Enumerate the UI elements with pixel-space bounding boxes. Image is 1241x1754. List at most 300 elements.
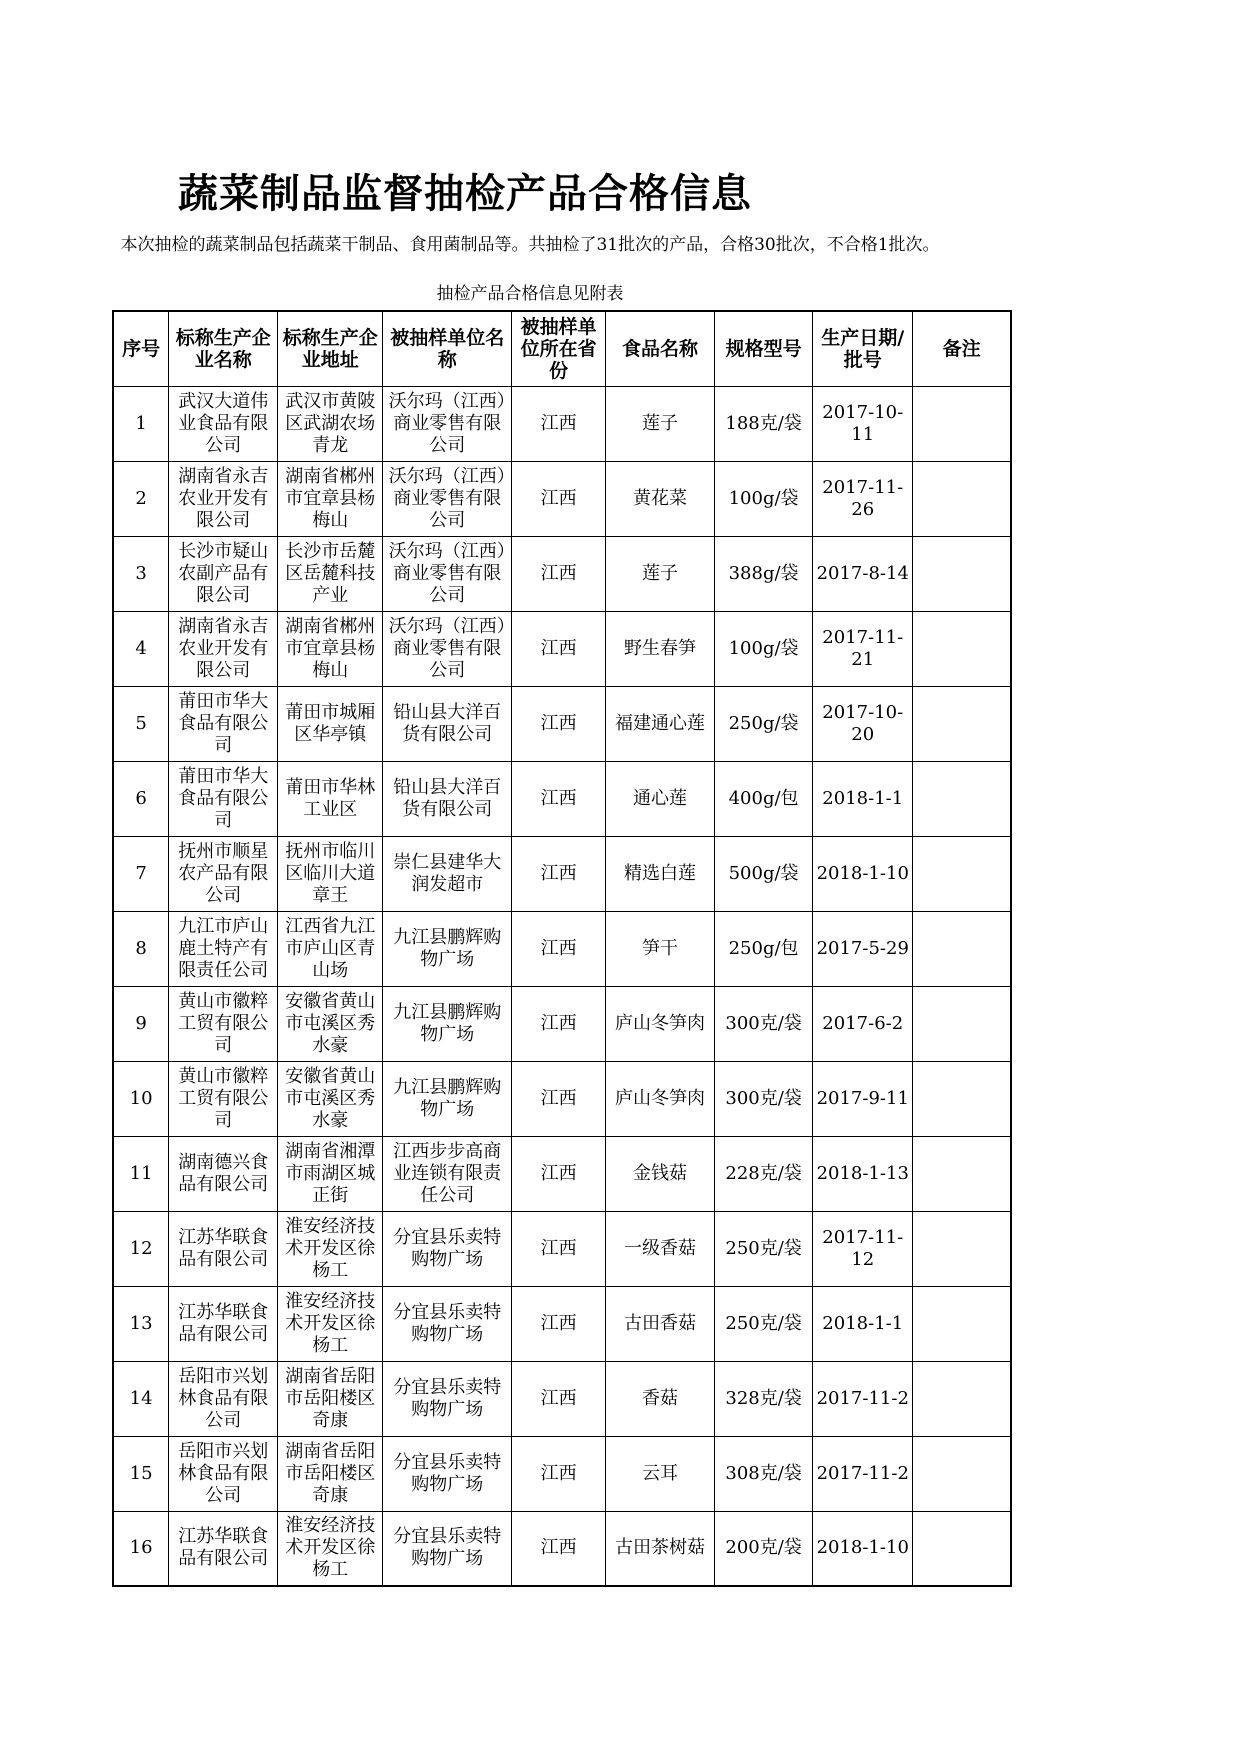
header-manufacturer-address: 标称生产企业地址 [278, 311, 383, 386]
cell-remarks [913, 1061, 1011, 1136]
header-food-name: 食品名称 [605, 311, 714, 386]
cell-food-name-text: 古田茶树菇 [614, 1537, 705, 1559]
cell-manufacturer-address [278, 836, 383, 911]
cell-serial-no-text: 2 [135, 487, 147, 509]
cell-serial-no [113, 386, 169, 461]
cell-sampled-unit-text: 崇仁县建华大润发超市 [393, 851, 502, 895]
cell-sampled-province-text: 江西 [540, 412, 577, 434]
cell-food-name-text: 笋干 [641, 937, 678, 959]
cell-sampled-unit [383, 1061, 512, 1136]
cell-production-date [813, 1361, 913, 1436]
cell-food-name-text: 莲子 [641, 412, 678, 434]
cell-production-date-text: 2017-6-2 [822, 1012, 904, 1034]
cell-manufacturer-address-text: 淮安经济技术开发区徐杨工 [285, 1290, 376, 1356]
cell-serial-no-text: 6 [135, 787, 147, 809]
cell-manufacturer-name-text: 湖南省永吉农业开发有限公司 [178, 465, 269, 531]
cell-sampled-unit-text: 九江县鹏辉购物广场 [393, 926, 502, 970]
cell-spec-text: 250克/袋 [725, 1312, 802, 1334]
intro-paragraph: 本次抽检的蔬菜制品包括蔬菜干制品、食用菌制品等。共抽检了31批次的产品，合格30批次，不合格1批次。 [120, 235, 940, 255]
cell-sampled-unit-text: 分宜县乐卖特购物广场 [393, 1226, 502, 1270]
cell-serial-no-text: 8 [135, 937, 147, 959]
cell-spec-text: 388g/袋 [728, 562, 799, 584]
cell-sampled-unit [383, 1511, 512, 1586]
cell-manufacturer-name-text: 莆田市华大食品有限公司 [178, 690, 269, 756]
cell-manufacturer-name [169, 1061, 278, 1136]
cell-sampled-province [512, 986, 606, 1061]
cell-production-date-text: 2018-1-10 [816, 1537, 909, 1559]
table-row [113, 461, 1011, 536]
cell-remarks [913, 386, 1011, 461]
header-production-date: 生产日期/批号 [813, 311, 913, 386]
cell-food-name [605, 986, 714, 1061]
cell-production-date-text: 2017-11-2 [816, 1387, 909, 1409]
cell-manufacturer-address-text: 抚州市临川区临川大道章王 [285, 840, 376, 906]
cell-food-name [605, 536, 714, 611]
cell-food-name-text: 庐山冬笋肉 [614, 1012, 705, 1034]
cell-serial-no [113, 836, 169, 911]
cell-sampled-unit [383, 836, 512, 911]
cell-remarks [913, 1211, 1011, 1286]
table-row [113, 1136, 1011, 1211]
cell-production-date [813, 761, 913, 836]
cell-sampled-province [512, 911, 606, 986]
cell-food-name [605, 836, 714, 911]
cell-manufacturer-address-text: 湖南省郴州市宜章县杨梅山 [285, 615, 376, 681]
cell-food-name [605, 1211, 714, 1286]
cell-spec-text: 308克/袋 [725, 1462, 802, 1484]
cell-manufacturer-name-text: 莆田市华大食品有限公司 [178, 765, 269, 831]
cell-food-name-text: 福建通心莲 [614, 712, 705, 734]
header-sampled-province: 被抽样单位所在省份 [512, 311, 606, 386]
cell-serial-no [113, 1136, 169, 1211]
cell-production-date-text: 2018-1-1 [822, 1312, 904, 1334]
cell-remarks [913, 1436, 1011, 1511]
cell-manufacturer-name-text: 湖南省永吉农业开发有限公司 [178, 615, 269, 681]
cell-serial-no [113, 1361, 169, 1436]
cell-spec [715, 1511, 813, 1586]
cell-sampled-unit [383, 536, 512, 611]
cell-spec [715, 536, 813, 611]
cell-sampled-province-text: 江西 [540, 1537, 577, 1559]
cell-serial-no [113, 611, 169, 686]
cell-serial-no-text: 1 [135, 412, 147, 434]
cell-spec-text: 100g/袋 [728, 487, 799, 509]
header-sampled-unit: 被抽样单位名称 [383, 311, 512, 386]
cell-sampled-unit-text: 铅山县大洋百货有限公司 [393, 776, 502, 820]
cell-sampled-province [512, 536, 606, 611]
cell-manufacturer-name [169, 536, 278, 611]
cell-spec [715, 611, 813, 686]
cell-manufacturer-name [169, 686, 278, 761]
cell-spec-text: 500g/袋 [728, 862, 799, 884]
cell-serial-no-text: 4 [135, 637, 147, 659]
cell-sampled-province [512, 611, 606, 686]
cell-sampled-unit-text: 沃尔玛（江西）商业零售有限公司 [388, 390, 506, 456]
cell-manufacturer-address-text: 长沙市岳麓区岳麓科技产业 [285, 540, 376, 606]
cell-sampled-unit-text: 沃尔玛（江西）商业零售有限公司 [388, 615, 506, 681]
table-row [113, 911, 1011, 986]
cell-food-name [605, 1511, 714, 1586]
cell-manufacturer-name-text: 抚州市顺星农产品有限公司 [178, 840, 269, 906]
cell-sampled-unit-text: 沃尔玛（江西）商业零售有限公司 [388, 540, 506, 606]
cell-manufacturer-address-text: 莆田市华林工业区 [285, 776, 376, 820]
cell-sampled-unit-text: 江西步步高商业连锁有限责任公司 [393, 1140, 502, 1206]
table-row [113, 1061, 1011, 1136]
cell-manufacturer-address [278, 1436, 383, 1511]
cell-sampled-province-text: 江西 [540, 1012, 577, 1034]
cell-production-date [813, 1511, 913, 1586]
cell-spec [715, 461, 813, 536]
cell-serial-no-text: 7 [135, 862, 147, 884]
table-row [113, 1286, 1011, 1361]
cell-manufacturer-address [278, 686, 383, 761]
cell-production-date-text: 2018-1-10 [816, 862, 909, 884]
cell-sampled-province [512, 1436, 606, 1511]
cell-serial-no [113, 1061, 169, 1136]
cell-sampled-province-text: 江西 [540, 1387, 577, 1409]
cell-manufacturer-name-text: 黄山市徽粹工贸有限公司 [178, 990, 269, 1056]
cell-manufacturer-address-text: 湖南省郴州市宜章县杨梅山 [285, 465, 376, 531]
cell-sampled-province-text: 江西 [540, 1087, 577, 1109]
cell-serial-no-text: 5 [135, 712, 147, 734]
cell-sampled-province-text: 江西 [540, 1237, 577, 1259]
cell-remarks [913, 1511, 1011, 1586]
cell-sampled-province [512, 1211, 606, 1286]
cell-manufacturer-address-text: 湖南省岳阳市岳阳楼区奇康 [285, 1440, 376, 1506]
cell-manufacturer-name-text: 岳阳市兴划林食品有限公司 [178, 1440, 269, 1506]
cell-food-name [605, 1136, 714, 1211]
cell-remarks [913, 536, 1011, 611]
cell-manufacturer-name-text: 武汉大道伟业食品有限公司 [178, 390, 269, 456]
cell-serial-no-text: 14 [129, 1387, 153, 1409]
cell-spec [715, 1436, 813, 1511]
cell-spec-text: 400g/包 [728, 787, 799, 809]
cell-manufacturer-name [169, 386, 278, 461]
cell-food-name-text: 庐山冬笋肉 [614, 1087, 705, 1109]
cell-manufacturer-address [278, 1136, 383, 1211]
cell-serial-no [113, 761, 169, 836]
cell-food-name [605, 611, 714, 686]
cell-sampled-province-text: 江西 [540, 487, 577, 509]
table-header-row [113, 311, 1011, 386]
cell-food-name [605, 761, 714, 836]
table-row [113, 1511, 1011, 1586]
table-row [113, 536, 1011, 611]
cell-production-date [813, 536, 913, 611]
cell-sampled-unit-text: 分宜县乐卖特购物广场 [393, 1376, 502, 1420]
cell-food-name [605, 386, 714, 461]
cell-sampled-province-text: 江西 [540, 787, 577, 809]
table-row [113, 686, 1011, 761]
table-row [113, 1211, 1011, 1286]
cell-sampled-province [512, 1286, 606, 1361]
cell-sampled-province-text: 江西 [540, 562, 577, 584]
cell-sampled-province-text: 江西 [540, 637, 577, 659]
cell-production-date-text: 2017-11-21 [822, 626, 904, 670]
table-row [113, 1361, 1011, 1436]
cell-manufacturer-name [169, 1286, 278, 1361]
cell-manufacturer-address [278, 986, 383, 1061]
cell-manufacturer-address-text: 莆田市城厢区华亭镇 [285, 701, 376, 745]
cell-manufacturer-address-text: 安徽省黄山市屯溪区秀水豪 [285, 990, 376, 1056]
header-spec: 规格型号 [715, 311, 813, 386]
cell-manufacturer-name-text: 江苏华联食品有限公司 [178, 1526, 269, 1570]
cell-remarks [913, 1136, 1011, 1211]
cell-spec [715, 911, 813, 986]
cell-sampled-unit-text: 九江县鹏辉购物广场 [393, 1076, 502, 1120]
cell-manufacturer-name [169, 1361, 278, 1436]
cell-sampled-province [512, 461, 606, 536]
cell-production-date-text: 2017-11-2 [816, 1462, 909, 1484]
cell-manufacturer-address-text: 安徽省黄山市屯溪区秀水豪 [285, 1065, 376, 1131]
cell-serial-no-text: 10 [129, 1087, 153, 1109]
cell-food-name-text: 一级香菇 [623, 1237, 696, 1259]
cell-manufacturer-address [278, 1286, 383, 1361]
cell-serial-no-text: 16 [129, 1537, 153, 1559]
table-row [113, 986, 1011, 1061]
cell-food-name-text: 金钱菇 [632, 1162, 687, 1184]
cell-serial-no [113, 536, 169, 611]
table-row [113, 611, 1011, 686]
cell-food-name-text: 通心莲 [632, 787, 687, 809]
cell-production-date-text: 2017-10-11 [822, 401, 904, 445]
cell-food-name [605, 1361, 714, 1436]
cell-food-name [605, 1436, 714, 1511]
cell-sampled-province [512, 1061, 606, 1136]
cell-serial-no [113, 1511, 169, 1586]
cell-serial-no-text: 12 [129, 1237, 153, 1259]
table-row [113, 836, 1011, 911]
cell-spec-text: 250g/包 [728, 937, 799, 959]
cell-sampled-province [512, 761, 606, 836]
cell-sampled-unit [383, 386, 512, 461]
cell-sampled-province [512, 686, 606, 761]
cell-sampled-unit [383, 986, 512, 1061]
cell-food-name-text: 黄花菜 [632, 487, 687, 509]
cell-sampled-province [512, 1361, 606, 1436]
cell-manufacturer-name [169, 1136, 278, 1211]
cell-spec [715, 1211, 813, 1286]
cell-spec [715, 1061, 813, 1136]
table-body [113, 386, 1011, 1586]
cell-manufacturer-name [169, 761, 278, 836]
cell-serial-no [113, 1436, 169, 1511]
cell-spec [715, 836, 813, 911]
cell-production-date [813, 611, 913, 686]
cell-manufacturer-name-text: 江苏华联食品有限公司 [178, 1226, 269, 1270]
cell-production-date-text: 2017-5-29 [816, 937, 909, 959]
header-remarks: 备注 [913, 311, 1011, 386]
table-row [113, 761, 1011, 836]
cell-production-date-text: 2018-1-1 [822, 787, 904, 809]
cell-spec-text: 188克/袋 [725, 412, 802, 434]
cell-manufacturer-name-text: 湖南德兴食品有限公司 [178, 1151, 269, 1195]
cell-sampled-province [512, 1136, 606, 1211]
cell-spec [715, 986, 813, 1061]
cell-food-name-text: 莲子 [641, 562, 678, 584]
cell-spec-text: 250克/袋 [725, 1237, 802, 1259]
cell-production-date [813, 911, 913, 986]
cell-spec-text: 100g/袋 [728, 637, 799, 659]
cell-sampled-unit-text: 铅山县大洋百货有限公司 [393, 701, 502, 745]
cell-production-date [813, 986, 913, 1061]
cell-manufacturer-address [278, 1361, 383, 1436]
cell-manufacturer-name [169, 836, 278, 911]
cell-manufacturer-address [278, 611, 383, 686]
cell-manufacturer-address-text: 淮安经济技术开发区徐杨工 [285, 1215, 376, 1281]
cell-sampled-province-text: 江西 [540, 712, 577, 734]
cell-food-name-text: 精选白莲 [623, 862, 696, 884]
cell-sampled-unit-text: 分宜县乐卖特购物广场 [393, 1451, 502, 1495]
cell-food-name-text: 古田香菇 [623, 1312, 696, 1334]
cell-manufacturer-name-text: 长沙市疑山农副产品有限公司 [178, 540, 269, 606]
cell-manufacturer-address-text: 江西省九江市庐山区青山场 [285, 915, 376, 981]
cell-production-date-text: 2018-1-13 [816, 1162, 909, 1184]
cell-sampled-province-text: 江西 [540, 1462, 577, 1484]
cell-manufacturer-name [169, 461, 278, 536]
cell-serial-no-text: 3 [135, 562, 147, 584]
cell-remarks [913, 761, 1011, 836]
cell-sampled-province [512, 836, 606, 911]
table-row [113, 1436, 1011, 1511]
cell-manufacturer-address [278, 1211, 383, 1286]
cell-serial-no-text: 15 [129, 1462, 153, 1484]
cell-production-date-text: 2017-8-14 [816, 562, 909, 584]
cell-spec [715, 1286, 813, 1361]
cell-sampled-unit [383, 1361, 512, 1436]
cell-manufacturer-address [278, 911, 383, 986]
cell-manufacturer-name-text: 江苏华联食品有限公司 [178, 1301, 269, 1345]
cell-production-date [813, 686, 913, 761]
cell-sampled-province [512, 386, 606, 461]
cell-spec-text: 250g/袋 [728, 712, 799, 734]
cell-remarks [913, 1361, 1011, 1436]
cell-manufacturer-name [169, 911, 278, 986]
cell-remarks [913, 986, 1011, 1061]
cell-manufacturer-name [169, 1511, 278, 1586]
cell-sampled-unit-text: 沃尔玛（江西）商业零售有限公司 [388, 465, 506, 531]
cell-sampled-province-text: 江西 [540, 1312, 577, 1334]
cell-remarks [913, 461, 1011, 536]
cell-food-name [605, 461, 714, 536]
page-title: 蔬菜制品监督抽检产品合格信息 [178, 171, 752, 217]
cell-serial-no [113, 911, 169, 986]
cell-spec-text: 328克/袋 [725, 1387, 802, 1409]
cell-sampled-unit-text: 分宜县乐卖特购物广场 [393, 1526, 502, 1570]
cell-sampled-unit-text: 九江县鹏辉购物广场 [393, 1001, 502, 1045]
cell-serial-no [113, 1286, 169, 1361]
cell-sampled-unit [383, 1286, 512, 1361]
cell-manufacturer-address [278, 1511, 383, 1586]
cell-serial-no [113, 986, 169, 1061]
cell-production-date [813, 1061, 913, 1136]
cell-manufacturer-name-text: 黄山市徽粹工贸有限公司 [178, 1065, 269, 1131]
cell-sampled-unit [383, 1136, 512, 1211]
cell-manufacturer-name [169, 1211, 278, 1286]
cell-production-date [813, 386, 913, 461]
cell-remarks [913, 686, 1011, 761]
cell-spec [715, 761, 813, 836]
cell-food-name [605, 911, 714, 986]
cell-production-date [813, 1136, 913, 1211]
cell-manufacturer-address [278, 536, 383, 611]
cell-sampled-province [512, 1511, 606, 1586]
cell-sampled-unit-text: 分宜县乐卖特购物广场 [393, 1301, 502, 1345]
cell-sampled-unit [383, 611, 512, 686]
cell-manufacturer-name [169, 1436, 278, 1511]
cell-food-name [605, 1286, 714, 1361]
cell-production-date [813, 1286, 913, 1361]
cell-sampled-unit [383, 911, 512, 986]
cell-remarks [913, 836, 1011, 911]
cell-food-name [605, 686, 714, 761]
cell-food-name-text: 云耳 [641, 1462, 678, 1484]
cell-spec [715, 1136, 813, 1211]
cell-manufacturer-name-text: 岳阳市兴划林食品有限公司 [178, 1365, 269, 1431]
cell-manufacturer-address [278, 1061, 383, 1136]
cell-spec-text: 228克/袋 [725, 1162, 802, 1184]
cell-serial-no [113, 686, 169, 761]
cell-production-date-text: 2017-9-11 [816, 1087, 909, 1109]
attachment-note: 抽检产品合格信息见附表 [436, 284, 624, 304]
cell-sampled-province-text: 江西 [540, 1162, 577, 1184]
cell-manufacturer-address [278, 761, 383, 836]
cell-sampled-unit [383, 686, 512, 761]
cell-spec-text: 300克/袋 [725, 1012, 802, 1034]
cell-sampled-unit [383, 461, 512, 536]
cell-manufacturer-name-text: 九江市庐山鹿土特产有限责任公司 [178, 915, 269, 981]
cell-production-date-text: 2017-11-26 [822, 476, 904, 520]
cell-remarks [913, 611, 1011, 686]
cell-sampled-province-text: 江西 [540, 862, 577, 884]
cell-sampled-unit [383, 1436, 512, 1511]
inspection-table [112, 310, 1012, 1587]
cell-manufacturer-address-text: 湖南省湘潭市雨湖区城正街 [285, 1140, 376, 1206]
table-row [113, 386, 1011, 461]
cell-production-date-text: 2017-10-20 [822, 701, 904, 745]
cell-serial-no-text: 13 [129, 1312, 153, 1334]
cell-spec [715, 386, 813, 461]
header-manufacturer-name: 标称生产企业名称 [169, 311, 278, 386]
cell-remarks [913, 911, 1011, 986]
cell-manufacturer-address [278, 461, 383, 536]
cell-production-date [813, 836, 913, 911]
cell-manufacturer-address-text: 武汉市黄陂区武湖农场青龙 [285, 390, 376, 456]
cell-spec-text: 300克/袋 [725, 1087, 802, 1109]
cell-manufacturer-address-text: 湖南省岳阳市岳阳楼区奇康 [285, 1365, 376, 1431]
cell-production-date [813, 1211, 913, 1286]
cell-manufacturer-name [169, 986, 278, 1061]
cell-food-name [605, 1061, 714, 1136]
cell-remarks [913, 1286, 1011, 1361]
cell-spec-text: 200克/袋 [725, 1537, 802, 1559]
cell-manufacturer-address-text: 淮安经济技术开发区徐杨工 [285, 1515, 376, 1581]
cell-sampled-province-text: 江西 [540, 937, 577, 959]
cell-spec [715, 1361, 813, 1436]
cell-food-name-text: 野生春笋 [623, 637, 696, 659]
cell-food-name-text: 香菇 [641, 1387, 678, 1409]
cell-sampled-unit [383, 1211, 512, 1286]
cell-manufacturer-name [169, 611, 278, 686]
header-serial-no: 序号 [113, 311, 169, 386]
cell-serial-no-text: 11 [129, 1162, 153, 1184]
cell-production-date [813, 461, 913, 536]
cell-serial-no [113, 1211, 169, 1286]
cell-sampled-unit [383, 761, 512, 836]
cell-production-date-text: 2017-11-12 [822, 1226, 904, 1270]
cell-spec [715, 686, 813, 761]
cell-serial-no [113, 461, 169, 536]
